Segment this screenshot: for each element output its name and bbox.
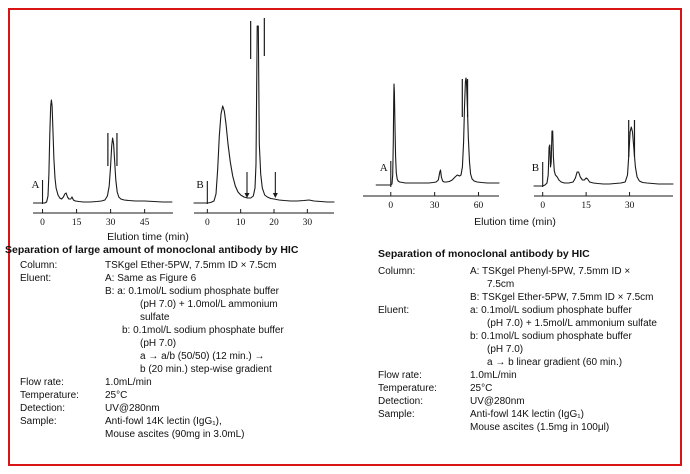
spec-row-value <box>470 265 657 304</box>
panel-letter: A <box>379 162 388 174</box>
spec-row-label: Temperature: <box>378 383 437 394</box>
x-tick-label: 20 <box>269 218 279 228</box>
spec-row-label: Column: <box>378 266 416 277</box>
spec-row-label: Eluent: <box>378 305 410 316</box>
chromatogram-right-A <box>359 62 503 217</box>
spec-row-label: Detection: <box>20 403 66 414</box>
chromatogram-svg <box>530 102 677 212</box>
spec-line: sulfate <box>140 312 170 323</box>
x-tick-label: 15 <box>581 201 591 211</box>
spec-line: 1.0mL/min <box>470 370 517 381</box>
spec-line: a → a/b (50/50) (12 min.) → <box>140 351 265 362</box>
spec-line: Anti-fowl 14K lectin (IgG₁), <box>105 416 222 427</box>
trace-curve <box>531 127 673 186</box>
spec-row-value <box>470 395 657 408</box>
x-tick-label: 0 <box>204 218 210 228</box>
x-tick-label: 30 <box>429 201 440 211</box>
conditions-left <box>20 259 284 441</box>
spec-row-value <box>105 402 284 415</box>
figure-caption-left: Separation of large amount of monoclonal antibody by HIC <box>5 244 299 256</box>
spec-row-label: Sample: <box>20 416 57 427</box>
chromatogram-right-B <box>530 102 677 217</box>
x-axis-label-right: Elution time (min) <box>474 216 556 228</box>
spec-row-value <box>470 304 657 369</box>
x-tick-label: 15 <box>71 218 82 228</box>
chromatogram-left-A <box>29 79 177 234</box>
chromatogram-svg <box>190 17 338 229</box>
spec-row-value <box>470 369 657 382</box>
x-tick-label: 30 <box>302 218 313 228</box>
conditions-right <box>378 265 657 434</box>
trace-curve <box>31 100 172 203</box>
x-tick-label: 0 <box>40 218 45 228</box>
spec-row-value <box>470 382 657 395</box>
spec-row-label: Temperature: <box>20 390 79 401</box>
spec-line: A: Same as Figure 6 <box>105 273 197 284</box>
spec-line: B: a: 0.1mol/L sodium phosphate buffer <box>105 286 279 297</box>
spec-row-value <box>105 272 284 376</box>
spec-row-label: Detection: <box>378 396 424 407</box>
panel-letter: B <box>531 162 540 174</box>
spec-line: A: TSKgel Phenyl-5PW, 7.5mm ID × <box>470 266 631 277</box>
chromatogram-left-B <box>190 17 338 234</box>
x-tick-label: 45 <box>139 218 150 228</box>
spec-line: (pH 7.0) <box>487 344 524 355</box>
spec-line: B: TSKgel Ether-5PW, 7.5mm ID × 7.5cm <box>470 292 654 303</box>
spec-line: a: 0.1mol/L sodium phosphate buffer <box>470 305 632 316</box>
spec-line: b: 0.1mol/L sodium phosphate buffer <box>470 331 632 342</box>
spec-row-label: Flow rate: <box>378 370 422 381</box>
spec-line: (pH 7.0) <box>140 338 177 349</box>
x-tick-label: 30 <box>105 218 116 228</box>
figure-right <box>355 60 680 240</box>
chromatogram-svg <box>29 79 177 229</box>
spec-line: b: 0.1mol/L sodium phosphate buffer <box>122 325 284 336</box>
x-axis-label-left: Elution time (min) <box>107 231 189 243</box>
x-tick-label: 10 <box>235 218 246 228</box>
spec-line: (pH 7.0) + 1.0mol/L ammonium <box>140 299 278 310</box>
spec-line: Mouse ascites (90mg in 3.0mL) <box>105 429 245 440</box>
spec-line: a → b linear gradient (60 min.) <box>487 357 623 368</box>
trace-curve <box>376 78 499 185</box>
spec-row-value <box>105 415 284 441</box>
spec-line: 25°C <box>470 383 493 394</box>
down-arrow-head <box>273 193 278 198</box>
spec-line: UV@280nm <box>105 403 160 414</box>
panel-letter: B <box>196 179 204 191</box>
x-tick-label: 30 <box>624 201 635 211</box>
chromatogram-svg <box>359 62 503 212</box>
figure-left <box>25 17 345 253</box>
spec-row-label: Eluent: <box>20 273 52 284</box>
spec-row-value <box>105 259 284 272</box>
spec-row-value <box>105 389 284 402</box>
x-tick-label: 60 <box>473 201 484 211</box>
spec-row-value <box>470 408 657 434</box>
spec-line: TSKgel Ether-5PW, 7.5mm ID × 7.5cm <box>105 260 277 271</box>
panel-letter: A <box>31 179 40 191</box>
spec-row-value <box>105 376 284 389</box>
spec-line: 1.0mL/min <box>105 377 152 388</box>
spec-line: 7.5cm <box>487 279 515 290</box>
x-tick-label: 0 <box>388 201 394 211</box>
spec-line: Mouse ascites (1.5mg in 100μl) <box>470 422 610 433</box>
figure-caption-right: Separation of monoclonal antibody by HIC <box>378 248 590 260</box>
spec-line: 25°C <box>105 390 128 401</box>
spec-row-label: Sample: <box>378 409 415 420</box>
spec-row-label: Column: <box>20 260 58 271</box>
spec-line: UV@280nm <box>470 396 525 407</box>
spec-row-label: Flow rate: <box>20 377 64 388</box>
spec-line: b (20 min.) step-wise gradient <box>140 364 272 375</box>
spec-line: Anti-fowl 14K lectin (IgG₁) <box>470 409 584 420</box>
spec-line: (pH 7.0) + 1.5mol/L ammonium sulfate <box>487 318 657 329</box>
x-tick-label: 0 <box>540 201 546 211</box>
